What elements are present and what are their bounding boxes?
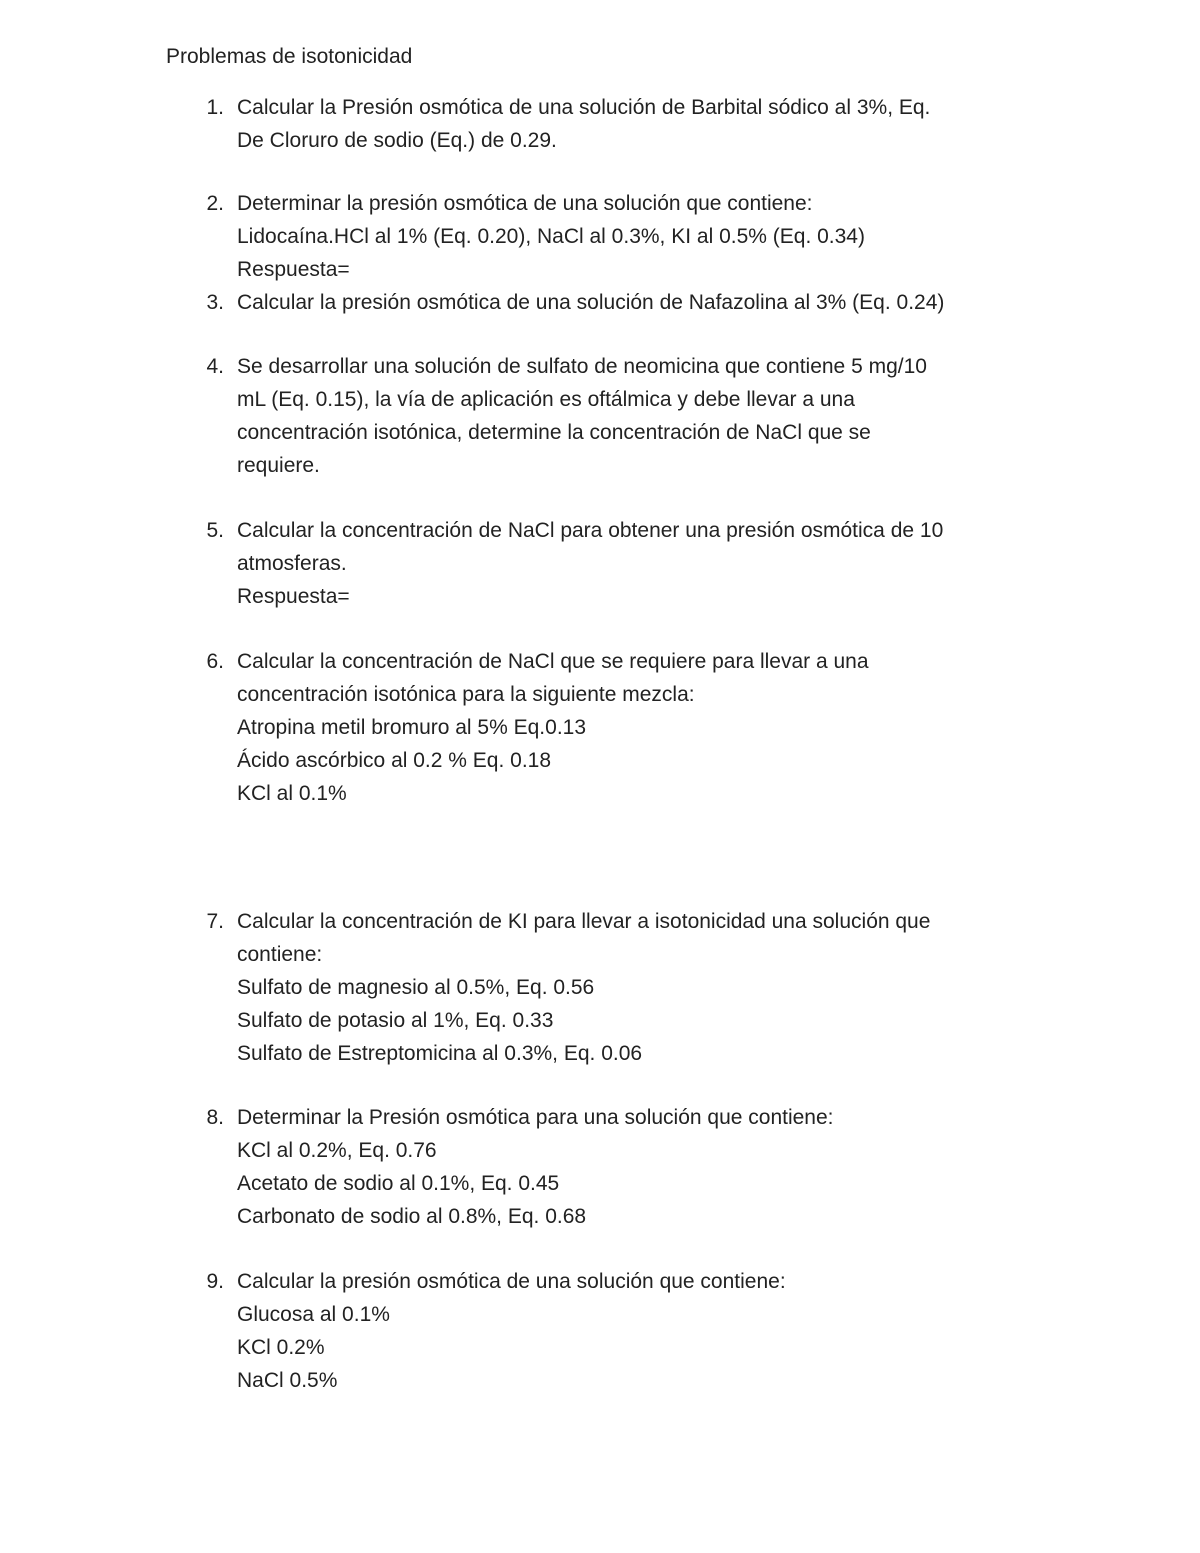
problem-line: Calcular la concentración de NaCl que se requiere para llevar a una — [237, 650, 869, 673]
problem-line: De Cloruro de sodio (Eq.) de 0.29. — [237, 129, 557, 152]
problem-number: 6. — [206, 650, 224, 673]
problem-line: Calcular la presión osmótica de una solución de Nafazolina al 3% (Eq. 0.24) — [237, 291, 945, 314]
problem-number: 7. — [206, 910, 224, 933]
problem-line: Se desarrollar una solución de sulfato de neomicina que contiene 5 mg/10 — [237, 355, 927, 378]
problem-line: Calcular la concentración de NaCl para obtener una presión osmótica de 10 — [237, 519, 944, 542]
problem-line: Calcular la Presión osmótica de una solución de Barbital sódico al 3%, Eq. — [237, 96, 931, 119]
problem-line: Respuesta= — [237, 258, 350, 281]
problem-number: 3. — [206, 291, 224, 314]
problem-line: KCl al 0.2%, Eq. 0.76 — [237, 1139, 437, 1162]
problem-line: Lidocaína.HCl al 1% (Eq. 0.20), NaCl al 0.3%, KI al 0.5% (Eq. 0.34) — [237, 225, 865, 248]
problem-line: Determinar la presión osmótica de una solución que contiene: — [237, 192, 813, 215]
problem-number: 2. — [206, 192, 224, 215]
problem-line: NaCl 0.5% — [237, 1369, 338, 1392]
problem-line: Respuesta= — [237, 585, 350, 608]
problem-line: Determinar la Presión osmótica para una solución que contiene: — [237, 1106, 834, 1129]
problem-line: mL (Eq. 0.15), la vía de aplicación es oftálmica y debe llevar a una — [237, 388, 855, 411]
problem-line: Sulfato de potasio al 1%, Eq. 0.33 — [237, 1009, 554, 1032]
problem-line: atmosferas. — [237, 552, 347, 575]
problem-number: 5. — [206, 519, 224, 542]
problem-line: concentración isotónica, determine la concentración de NaCl que se — [237, 421, 871, 444]
problem-number: 1. — [206, 96, 224, 119]
problem-number: 9. — [206, 1270, 224, 1293]
problem-line: KCl al 0.1% — [237, 782, 347, 805]
problem-line: Calcular la concentración de KI para llevar a isotonicidad una solución que — [237, 910, 931, 933]
problem-line: Sulfato de Estreptomicina al 0.3%, Eq. 0.06 — [237, 1042, 643, 1065]
problem-number: 8. — [206, 1106, 224, 1129]
problem-line: Carbonato de sodio al 0.8%, Eq. 0.68 — [237, 1205, 587, 1228]
page-title: Problemas de isotonicidad — [166, 45, 413, 68]
problem-line: Ácido ascórbico al 0.2 % Eq. 0.18 — [237, 749, 552, 772]
problem-line: Atropina metil bromuro al 5% Eq.0.13 — [237, 716, 587, 739]
problem-line: Glucosa al 0.1% — [237, 1303, 390, 1326]
problem-line: KCl 0.2% — [237, 1336, 325, 1359]
problem-line: requiere. — [237, 454, 320, 477]
problem-line: Calcular la presión osmótica de una solución que contiene: — [237, 1270, 786, 1293]
problem-line: contiene: — [237, 943, 323, 966]
problem-line: concentración isotónica para la siguiente mezcla: — [237, 683, 695, 706]
problem-number: 4. — [206, 355, 224, 378]
problem-line: Sulfato de magnesio al 0.5%, Eq. 0.56 — [237, 976, 595, 999]
problem-line: Acetato de sodio al 0.1%, Eq. 0.45 — [237, 1172, 560, 1195]
